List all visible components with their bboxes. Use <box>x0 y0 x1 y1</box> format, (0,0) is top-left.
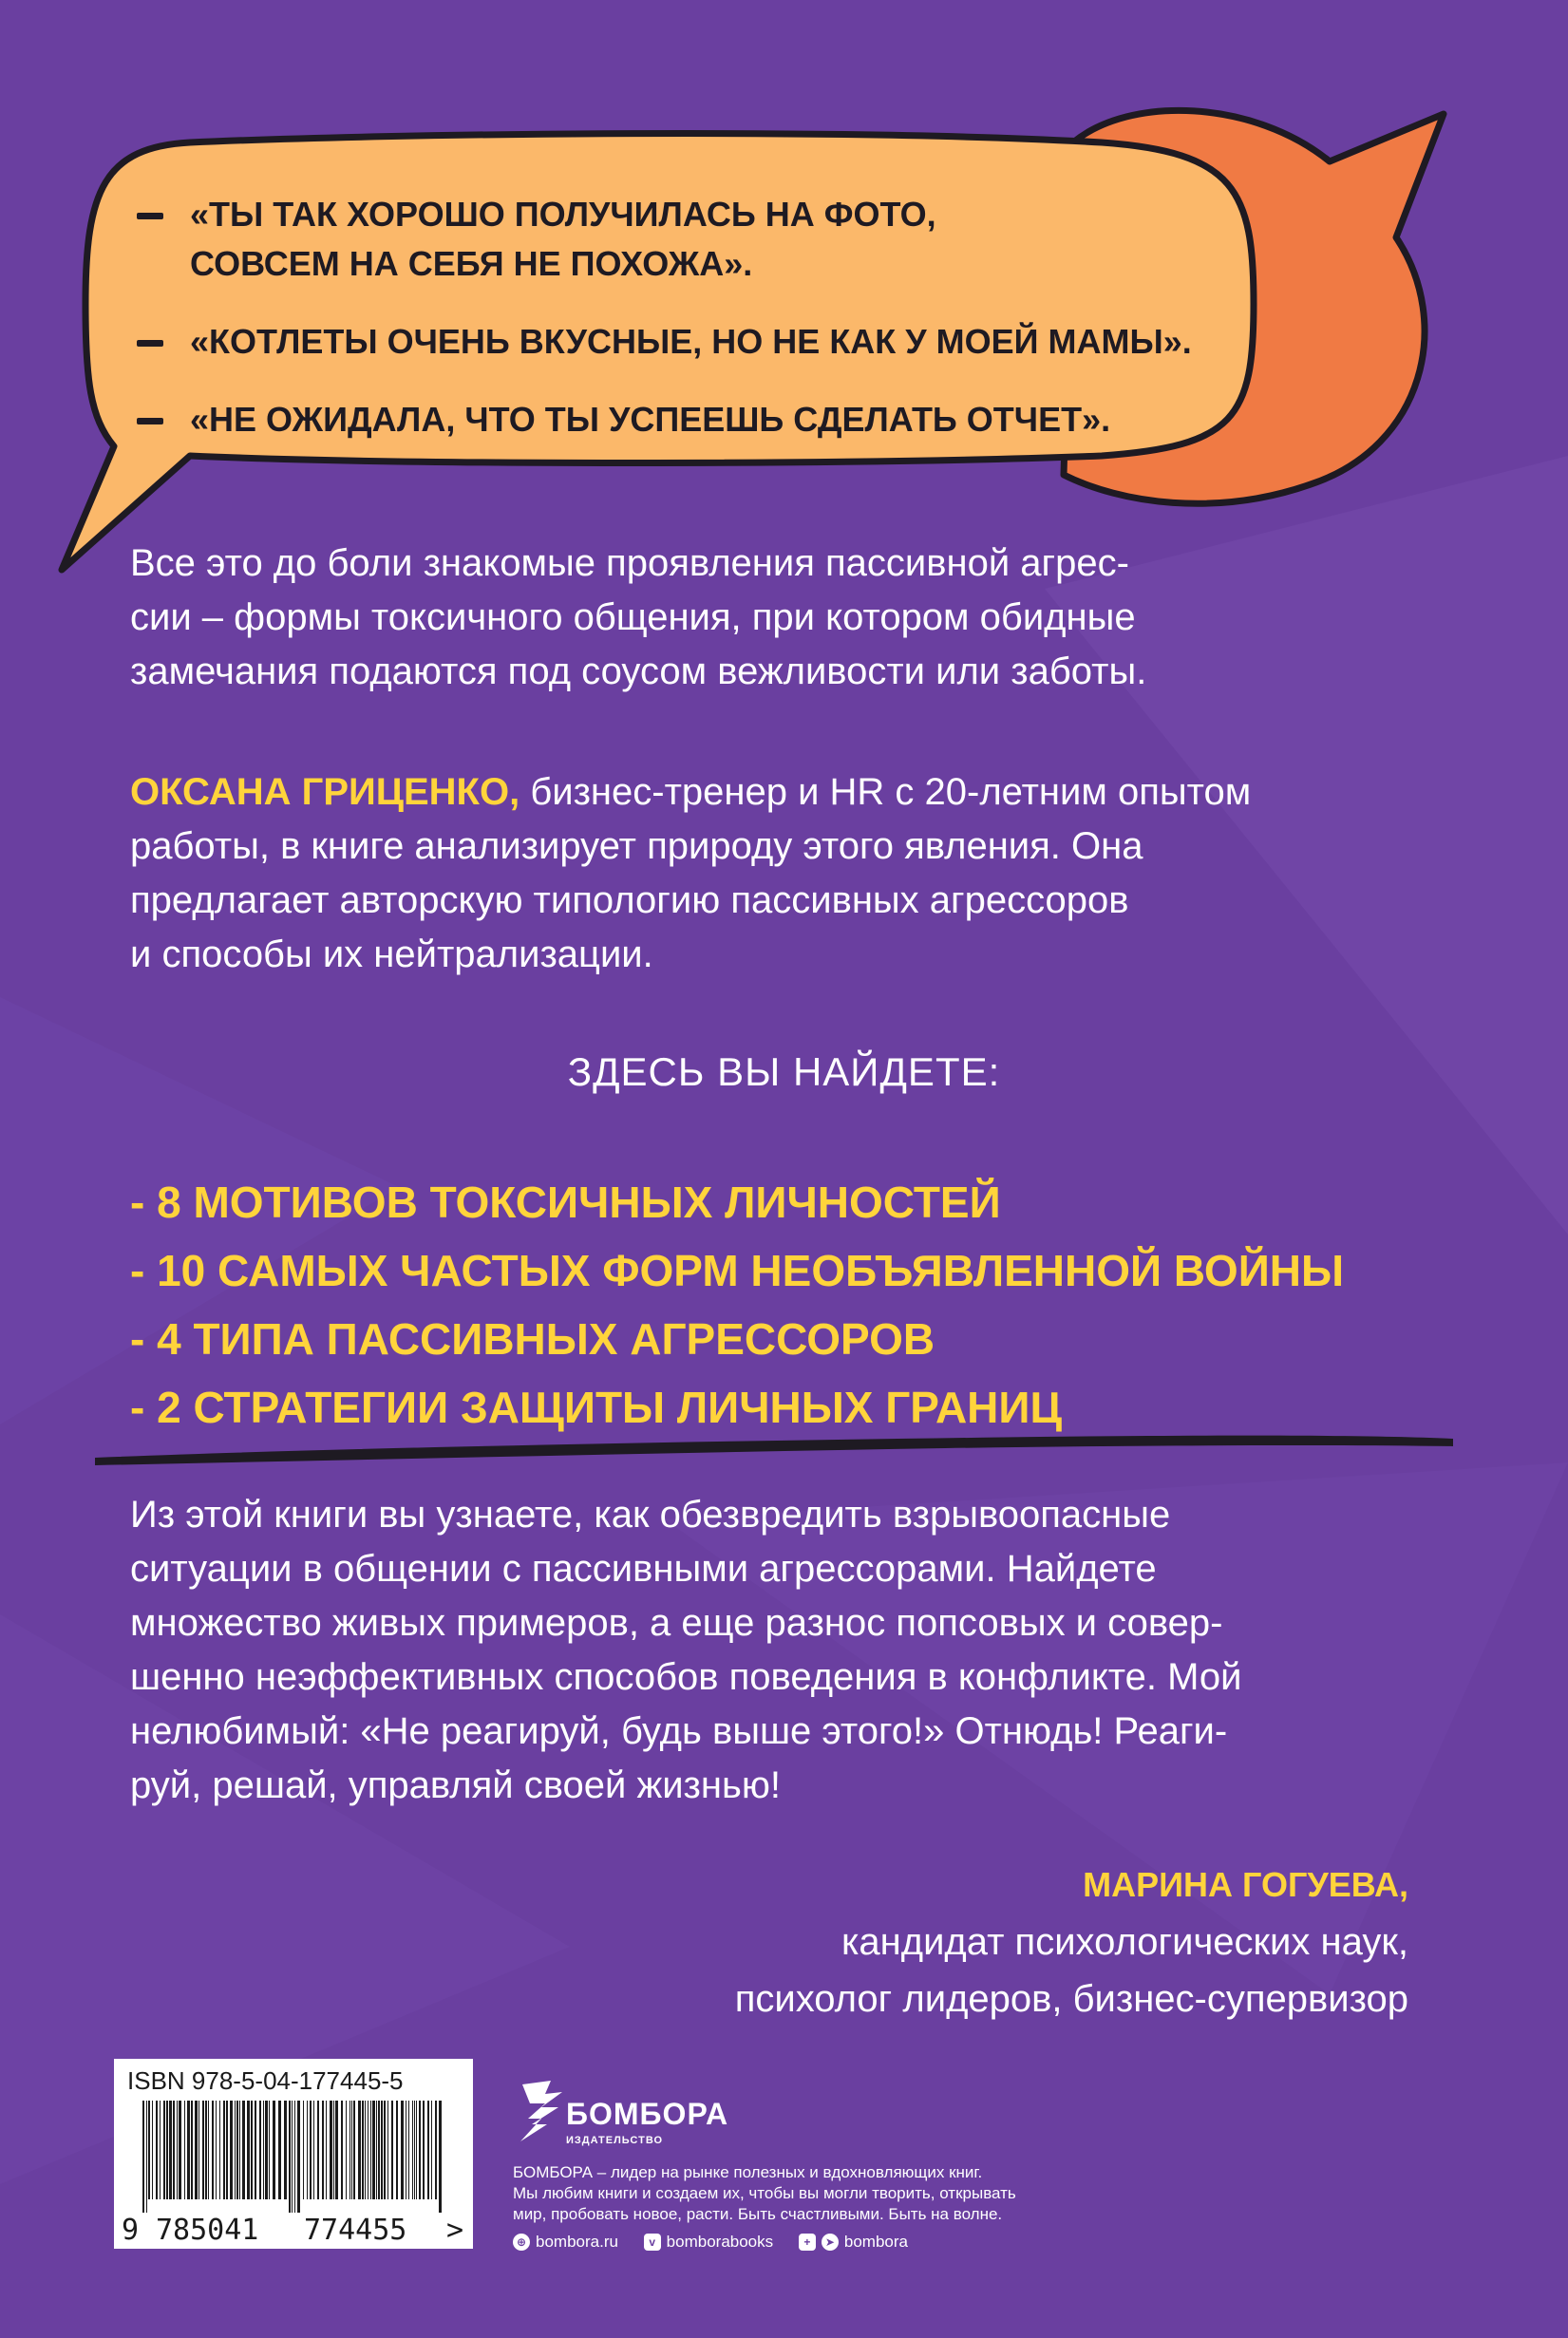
barcode-bar <box>333 2101 334 2199</box>
barcode-bar <box>152 2101 153 2199</box>
barcode-bar <box>142 2101 144 2213</box>
barcode-bar <box>391 2101 393 2199</box>
author-name: ОКСАНА ГРИЦЕНКО, <box>130 771 520 813</box>
review-line: шенно неэффективных способов поведения в конфликте. Мой <box>130 1656 1242 1698</box>
barcode-bar <box>384 2101 386 2199</box>
barcode-bar <box>278 2101 281 2199</box>
barcode-bar <box>269 2101 270 2199</box>
barcode-bar <box>372 2101 375 2199</box>
list-item: - 10 САМЫХ ЧАСТЫХ ФОРМ НЕОБЪЯВЛЕННОЙ ВОЙНЫ <box>130 1246 1345 1295</box>
barcode-bar <box>396 2101 398 2199</box>
barcode-bar <box>419 2101 421 2199</box>
review-line: нелюбимый: «Не реагируй, будь выше этого!» Отнюдь! Реаги- <box>130 1710 1228 1752</box>
barcode-bar <box>169 2101 172 2199</box>
quote-item-1 <box>133 190 1225 289</box>
barcode-bar <box>349 2101 350 2199</box>
barcode-bar <box>198 2101 199 2199</box>
reviewer-title: психолог лидеров, бизнес-супервизор <box>734 1978 1408 2020</box>
barcode-bar <box>242 2101 245 2199</box>
barcode-bar <box>351 2101 352 2199</box>
intro-line: сии – формы токсичного общения, при котором обидные <box>130 596 1136 638</box>
barcode-bar <box>370 2101 371 2199</box>
publisher-socials <box>513 2232 929 2252</box>
barcode-bar <box>401 2101 404 2199</box>
barcode-bar <box>435 2101 437 2199</box>
social-telegram[interactable] <box>799 2233 908 2252</box>
bubble-quotes <box>133 190 1225 473</box>
author-line: и способы их нейтрализации. <box>130 933 653 975</box>
social-website[interactable] <box>513 2233 618 2252</box>
quote-line: «НЕ ОЖИДАЛА, ЧТО ТЫ УСПЕЕШЬ СДЕЛАТЬ ОТЧЕТ». <box>190 400 1111 439</box>
barcode-bar <box>439 2101 442 2213</box>
barcode-bar <box>265 2101 268 2199</box>
barcode-bar <box>313 2101 314 2199</box>
publisher-name: БОМБОРА <box>566 2097 729 2131</box>
barcode-bar <box>236 2101 238 2199</box>
reviewer-signature <box>735 1857 1408 2027</box>
quote-line: «ТЫ ТАК ХОРОШО ПОЛУЧИЛАСЬ НА ФОТО, <box>190 195 936 234</box>
barcode-bar <box>273 2101 275 2199</box>
list-item: - 4 ТИПА ПАССИВНЫХ АГРЕССОРОВ <box>130 1314 935 1364</box>
barcode-bar <box>212 2101 214 2199</box>
barcode-bar <box>187 2101 190 2199</box>
barcode-bar <box>381 2101 383 2199</box>
barcode-bar <box>223 2101 225 2199</box>
review-line: множество живых примеров, а еще разнос попсовых и совер- <box>130 1602 1223 1644</box>
publisher-desc-line: БОМБОРА – лидер на рынке полезных и вдохновляющих книг. <box>513 2163 983 2181</box>
publisher-desc-line: мир, пробовать новое, расти. Быть счастливыми. Быть на волне. <box>513 2205 1003 2223</box>
contents-title: ЗДЕСЬ ВЫ НАЙДЕТЕ: <box>567 1049 1001 1094</box>
barcode-bar <box>322 2101 324 2199</box>
telegram-icon: ➤ <box>822 2234 839 2251</box>
author-line-rest: бизнес-тренер и HR с 20-летним опытом <box>520 771 1252 813</box>
barcode-bar <box>416 2101 417 2199</box>
barcode <box>114 2097 473 2249</box>
barcode-bar <box>146 2101 147 2213</box>
barcode-bar <box>163 2101 165 2199</box>
publisher-desc-line: Мы любим книги и создаем их, чтобы вы могли творить, открывать <box>513 2184 1016 2202</box>
quote-line: СОВСЕМ НА СЕБЯ НЕ ПОХОЖА». <box>190 244 753 283</box>
quote-line: «КОТЛЕТЫ ОЧЕНЬ ВКУСНЫЕ, НО НЕ КАК У МОЕЙ МАМЫ». <box>190 322 1192 361</box>
review-line: руй, решай, управляй своей жизнью! <box>130 1764 781 1806</box>
barcode-digit-tail: > <box>446 2214 464 2247</box>
barcode-bar <box>387 2101 388 2199</box>
reviewer-title: кандидат психологических наук, <box>841 1921 1408 1963</box>
barcode-bar <box>412 2101 413 2199</box>
barcode-bar <box>205 2101 207 2199</box>
review-paragraph <box>130 1488 1460 1813</box>
dash-bullet <box>137 340 163 347</box>
quote-item-2 <box>133 317 1225 367</box>
plus-icon: + <box>799 2234 816 2251</box>
barcode-bar <box>289 2101 291 2213</box>
social-label: bombora.ru <box>536 2233 618 2251</box>
barcode-bar <box>431 2101 432 2199</box>
barcode-bar <box>166 2101 168 2199</box>
barcode-bar <box>173 2101 175 2199</box>
barcode-bars <box>142 2101 442 2213</box>
barcode-bar <box>216 2101 217 2199</box>
barcode-bar <box>160 2101 161 2199</box>
barcode-bar <box>235 2101 236 2199</box>
barcode-bar <box>335 2101 338 2199</box>
list-item: - 8 МОТИВОВ ТОКСИЧНЫХ ЛИЧНОСТЕЙ <box>130 1178 1001 1227</box>
barcode-bar <box>255 2101 256 2199</box>
publisher-description <box>513 2162 1121 2225</box>
barcode-bar <box>423 2101 425 2199</box>
barcode-bar <box>326 2101 327 2199</box>
barcode-bar <box>202 2101 204 2199</box>
social-vk[interactable] <box>644 2233 773 2252</box>
barcode-bar <box>284 2101 287 2199</box>
barcode-bar <box>408 2101 409 2199</box>
dash-bullet <box>137 213 163 219</box>
intro-paragraph <box>130 537 1441 699</box>
barcode-bar <box>251 2101 253 2199</box>
barcode-bar <box>376 2101 377 2199</box>
barcode-bar <box>365 2101 366 2199</box>
barcode-bar <box>259 2101 261 2199</box>
barcode-bar <box>292 2101 293 2213</box>
barcode-bar <box>208 2101 209 2199</box>
publisher-subtitle: ИЗДАТЕЛЬСТВО <box>566 2135 664 2146</box>
barcode-bar <box>297 2101 300 2213</box>
intro-line: замечания подаются под соусом вежливости или заботы. <box>130 650 1147 692</box>
barcode-bar <box>179 2101 181 2199</box>
barcode-bar <box>358 2101 361 2199</box>
social-label: bomborabooks <box>666 2233 774 2251</box>
barcode-digits-right: 774455 <box>304 2214 407 2247</box>
barcode-bar <box>353 2101 355 2199</box>
author-paragraph <box>130 765 1441 982</box>
barcode-bar <box>226 2101 228 2199</box>
barcode-bar <box>230 2101 233 2199</box>
list-item: - 2 СТРАТЕГИИ ЗАЩИТЫ ЛИЧНЫХ ГРАНИЦ <box>130 1383 1063 1432</box>
barcode-bar <box>427 2101 429 2199</box>
barcode-bar <box>195 2101 198 2199</box>
author-line <box>130 765 1441 820</box>
barcode-bar <box>148 2101 150 2199</box>
social-label: bombora <box>843 2233 908 2251</box>
barcode-bar <box>247 2101 250 2199</box>
barcode-bar <box>317 2101 319 2199</box>
barcode-bar <box>362 2101 364 2199</box>
barcode-bar <box>263 2101 264 2199</box>
barcode-bar <box>219 2101 220 2199</box>
review-line: Из этой книги вы узнаете, как обезвредить взрывоопасные <box>130 1494 1171 1536</box>
vk-icon: v <box>644 2234 661 2251</box>
barcode-bar <box>239 2101 240 2199</box>
barcode-box <box>114 2059 473 2249</box>
barcode-bar <box>156 2101 158 2199</box>
author-line: предлагает авторскую типологию пассивных агрессоров <box>130 879 1129 921</box>
barcode-bar <box>346 2101 347 2199</box>
barcode-bar <box>177 2101 178 2199</box>
dash-bullet <box>137 418 163 424</box>
brush-divider <box>90 1429 1458 1467</box>
barcode-bar <box>184 2101 185 2199</box>
barcode-bar <box>303 2101 304 2199</box>
quote-item-3 <box>133 395 1225 444</box>
barcode-bar <box>307 2101 308 2199</box>
contents-list <box>130 1168 1460 1442</box>
barcode-bar <box>330 2101 332 2199</box>
author-line: работы, в книге анализирует природу этого явления. Она <box>130 825 1143 867</box>
intro-line: Все это до боли знакомые проявления пассивной агрес- <box>130 542 1129 584</box>
globe-icon: ⊕ <box>513 2234 530 2251</box>
isbn-text: ISBN 978-5-04-177445-5 <box>127 2066 404 2095</box>
barcode-bar <box>294 2101 295 2213</box>
review-line: ситуации в общении с пассивными агрессорами. Найдете <box>130 1548 1157 1590</box>
barcode-bar <box>341 2101 343 2199</box>
barcode-bar <box>310 2101 312 2199</box>
reviewer-name: МАРИНА ГОГУЕВА, <box>1083 1865 1408 1904</box>
barcode-digits-left: 785041 <box>156 2214 259 2247</box>
barcode-bar <box>378 2101 380 2199</box>
barcode-bar <box>414 2101 415 2199</box>
barcode-digit-lead: 9 <box>122 2214 140 2247</box>
barcode-bar <box>191 2101 193 2199</box>
